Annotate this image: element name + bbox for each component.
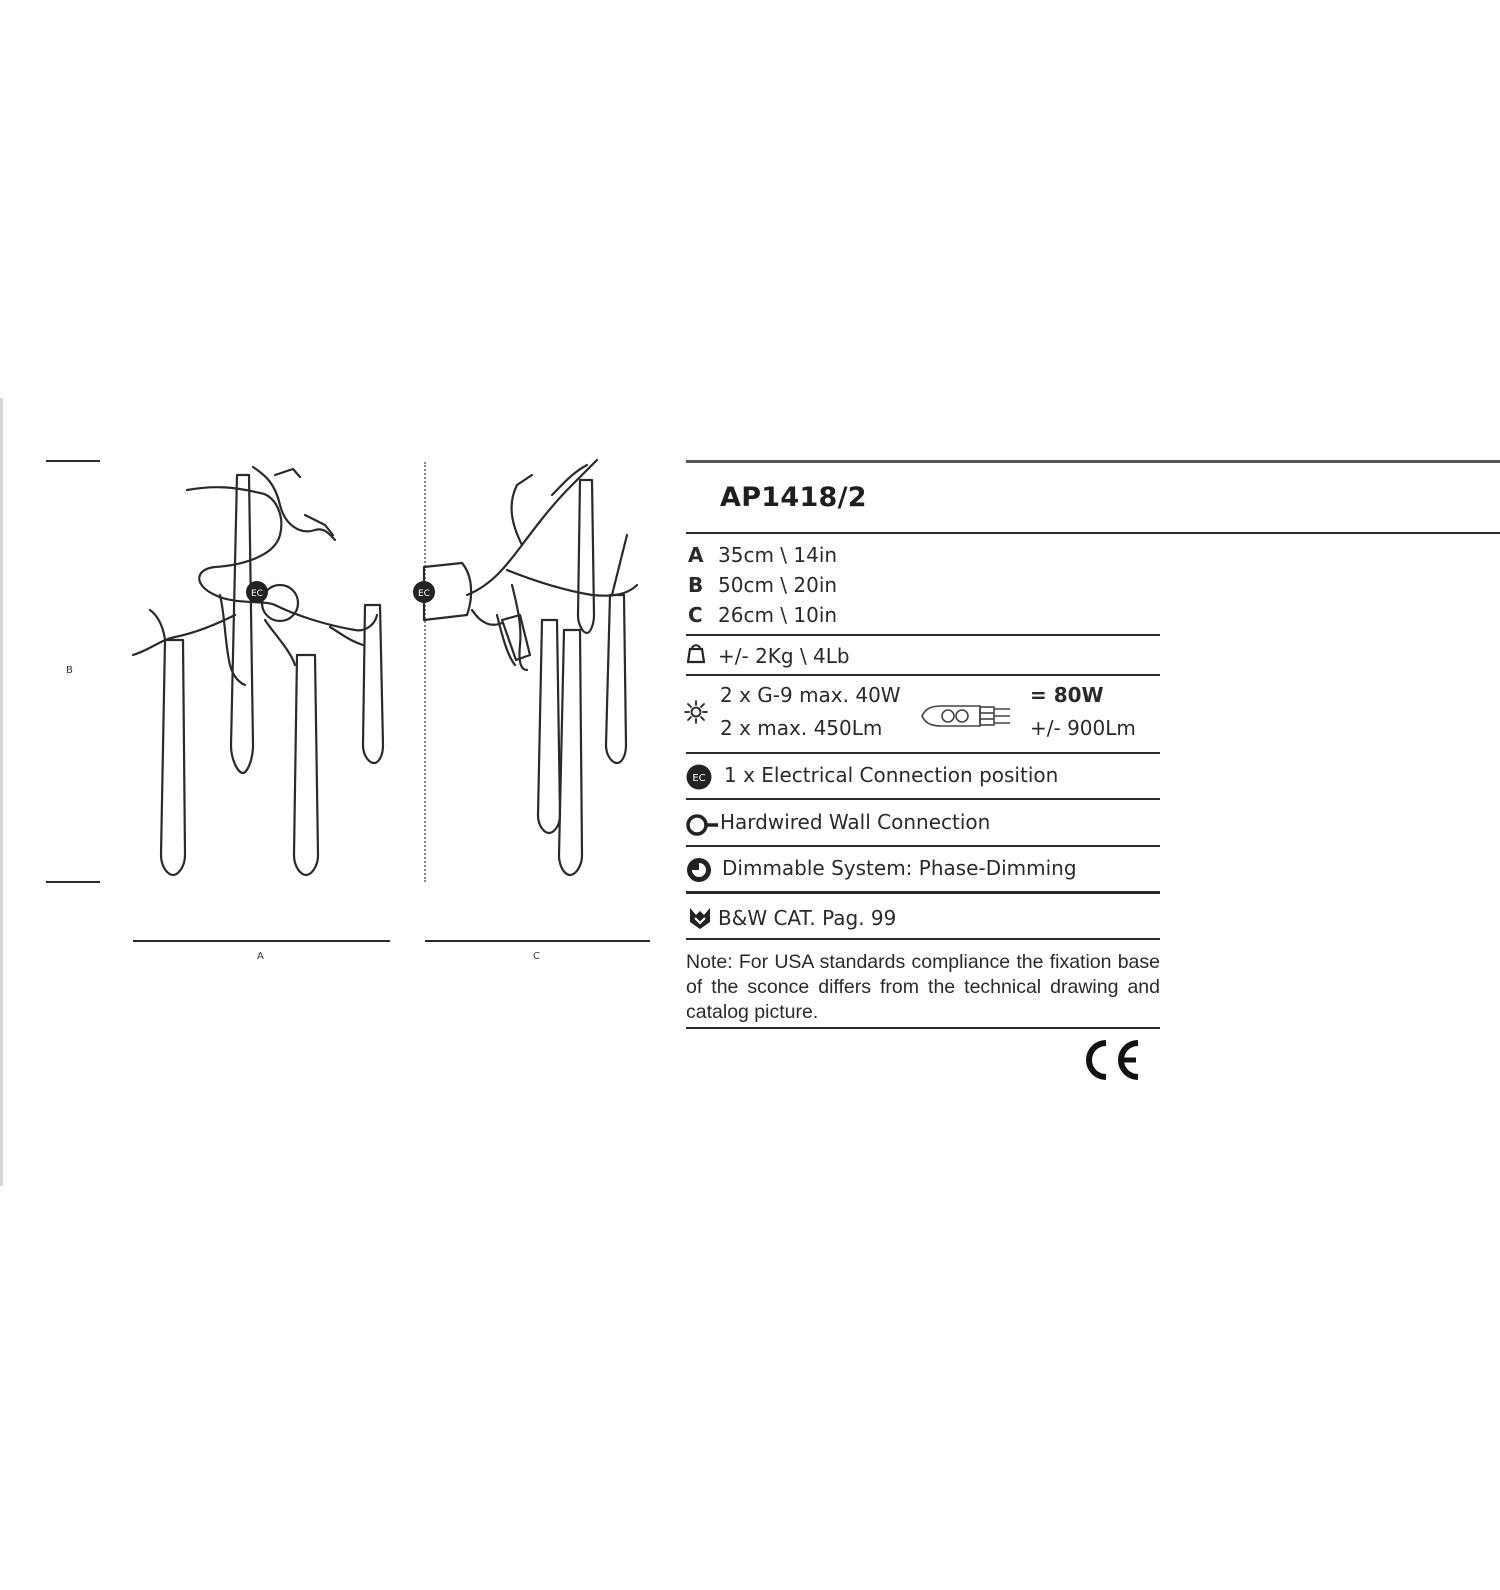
weight-value: +/- 2Kg \ 4Lb: [718, 644, 850, 668]
dimension-b: [688, 573, 837, 597]
dim-c-line: [425, 940, 650, 942]
side-ec-marker: EC: [418, 589, 430, 599]
dimension-letter: C: [688, 603, 703, 627]
total-watts: = 80W: [1030, 683, 1104, 707]
dimension-letter: A: [688, 543, 704, 567]
spec-rule: [686, 845, 1160, 847]
sun-icon: [684, 700, 708, 724]
dimension-value: 35cm \ 14in: [718, 543, 838, 567]
electrical-connection-icon: [686, 764, 712, 790]
dim-b-label: B: [66, 665, 73, 676]
spec-rule: [686, 674, 1160, 676]
title-rule: [686, 532, 1500, 534]
weight-icon: [687, 642, 705, 664]
lamp-line-1: 2 x G-9 max. 40W: [720, 683, 901, 707]
front-view-drawing: [125, 455, 405, 895]
dimmer-icon: [686, 857, 712, 883]
ce-mark-text: CE: [1080, 1038, 1082, 1039]
electrical-connection-text: 1 x Electrical Connection position: [724, 763, 1059, 787]
side-view-drawing: [412, 455, 652, 895]
dimension-value: 26cm \ 10in: [718, 603, 838, 627]
usa-compliance-note: Note: For USA standards compliance the fixation base of the sconce differs from the technical drawing and catalog picture.: [686, 951, 1160, 1023]
dimming-text: Dimmable System: Phase-Dimming: [722, 856, 1077, 880]
product-code: AP1418/2: [720, 482, 867, 513]
total-lumens: +/- 900Lm: [1030, 716, 1136, 740]
dimension-letter: B: [688, 573, 704, 597]
ec-icon-label: EC: [692, 773, 706, 784]
spec-rule: [686, 891, 1160, 894]
spec-rule: [686, 798, 1160, 800]
dim-a-label: A: [257, 951, 264, 962]
spec-rule: [686, 752, 1160, 754]
spec-top-rule: [686, 460, 1500, 463]
dim-b-top-tick: [46, 460, 100, 462]
ce-mark: [1080, 1038, 1142, 1082]
dimension-a: [688, 543, 837, 567]
dim-a-line: [133, 940, 390, 942]
hardwired-connection-text: Hardwired Wall Connection: [720, 810, 991, 834]
brand-logo-icon: [688, 906, 712, 930]
lamp-line-2: 2 x max. 450Lm: [720, 716, 883, 740]
g9-bulb-icon: [920, 703, 1014, 729]
spec-bottom-rule: [686, 1027, 1160, 1029]
technical-drawing: [0, 0, 680, 1000]
dim-c-label: C: [533, 951, 540, 962]
hardwired-connection-icon: [686, 812, 720, 838]
dim-b-bottom-tick: [46, 881, 100, 883]
spec-rule: [686, 938, 1160, 940]
catalog-reference: B&W CAT. Pag. 99: [718, 906, 897, 930]
dimension-value: 50cm \ 20in: [718, 573, 838, 597]
dimension-c: [688, 603, 837, 627]
spec-rule: [686, 634, 1160, 636]
front-ec-marker: EC: [251, 589, 263, 599]
